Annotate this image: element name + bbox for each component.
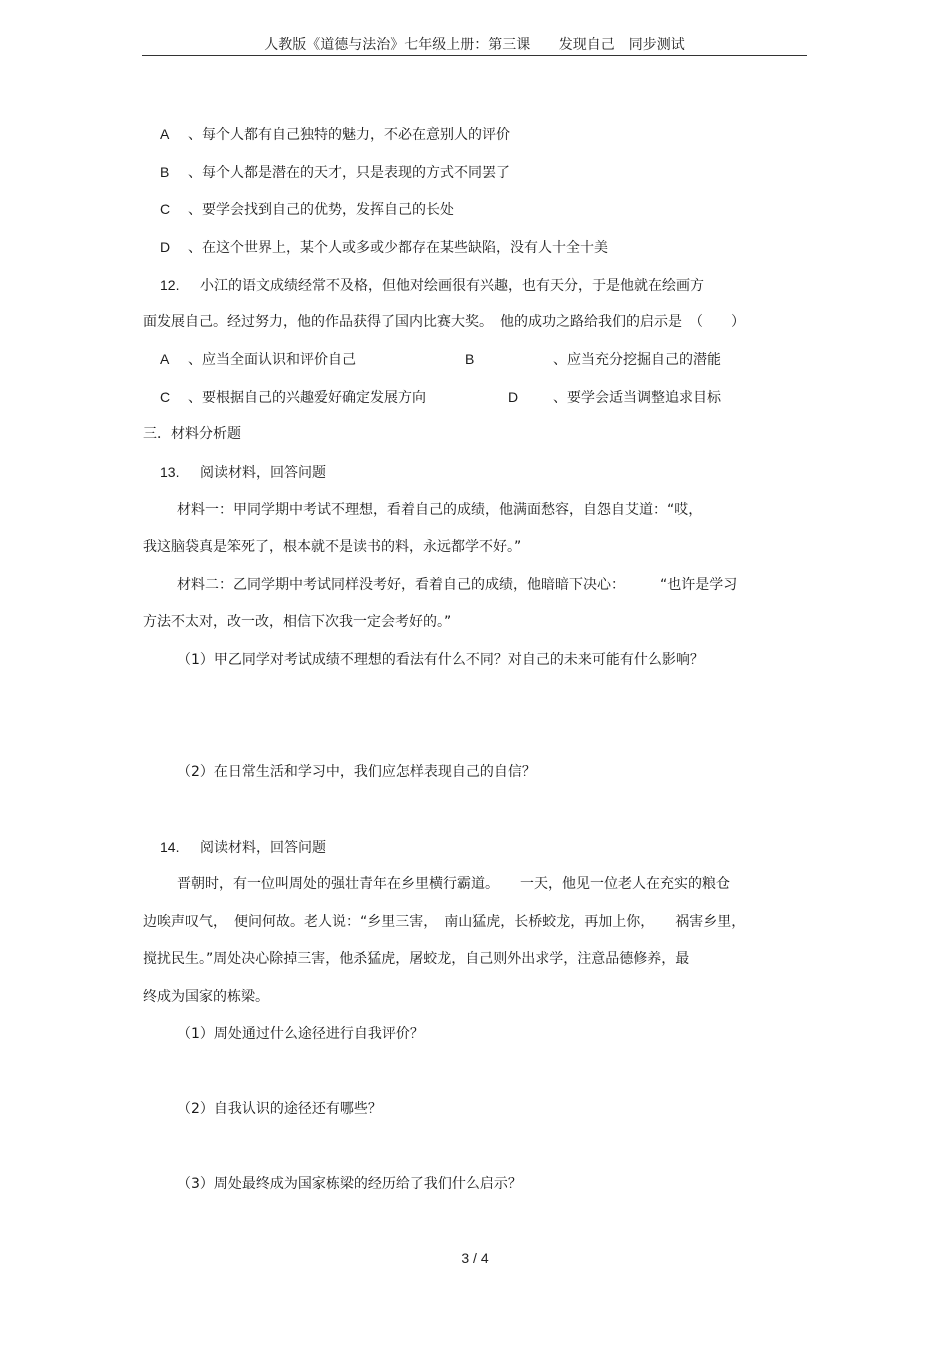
q14-sub-question-3: （3）周处最终成为国家栋梁的经历给了我们什么启示？ [177, 1176, 522, 1192]
header-test-title: 发现自己 同步测试 [558, 37, 685, 53]
q12-stem-line1: 12. 小江的语文成绩经常不及格，但他对绘画很有兴趣，也有天分，于是他就在绘画方 [160, 277, 704, 294]
header-course-title: 人教版《道德与法治》七年级上册：第三课 [264, 37, 531, 53]
q11-option-c: C 、要学会找到自己的优势，发挥自己的长处 [160, 201, 454, 218]
q13-sub-question-1: （1）甲乙同学对考试成绩不理想的看法有什么不同？对自己的未来可能有什么影响？ [177, 652, 704, 668]
page-number: 3 / 4 [461, 1250, 489, 1266]
q13-material1-line2: 我这脑袋真是笨死了，根本就不是读书的料，永远都学不好。” [143, 539, 522, 555]
q13-title: 13. 阅读材料，回答问题 [160, 464, 326, 481]
section-title: 三．材料分析题 [143, 426, 241, 442]
q14-passage-line3: 搅扰民生。”周处决心除掉三害，他杀猛虎，屠蛟龙，自己则外出求学，注意品德修养，最 [143, 951, 690, 967]
q11-option-a: A 、每个人都有自己独特的魅力，不必在意别人的评价 [160, 126, 510, 143]
q14-passage-line2: 边唉声叹气， 便问何故。老人说：“乡里三害， 南山猛虎，长桥蛟龙，再加上你， 祸害乡里， [143, 914, 746, 930]
q14-sub-question-1: （1）周处通过什么途径进行自我评价？ [177, 1026, 424, 1042]
q12-option-b: B 、应当充分挖掘自己的潜能 [465, 351, 721, 368]
q13-material2-line2: 方法不太对，改一改，相信下次我一定会考好的。” [143, 614, 452, 630]
q14-passage-line4: 终成为国家的栋梁。 [143, 989, 269, 1005]
q11-option-b: B 、每个人都是潜在的天才，只是表现的方式不同罢了 [160, 164, 510, 181]
q12-option-a: A 、应当全面认识和评价自己 [160, 351, 356, 368]
q14-number: 14. [160, 839, 180, 855]
q14-title: 14. 阅读材料，回答问题 [160, 839, 326, 856]
q14-passage-line1: 晋朝时，有一位叫周处的强壮青年在乡里横行霸道。 一天，他见一位老人在充实的粮仓 [177, 876, 730, 892]
q12-number: 12. [160, 277, 180, 293]
q12-option-d: D 、要学会适当调整追求目标 [508, 389, 721, 406]
q12-option-c: C 、要根据自己的兴趣爱好确定发展方向 [160, 389, 426, 406]
q13-material1-line1: 材料一：甲同学期中考试不理想，看着自己的成绩，他满面愁容，自怨自艾道：“哎， [177, 502, 703, 518]
q13-number: 13. [160, 464, 180, 480]
q13-material2-line1: 材料二：乙同学期中考试同样没考好，看着自己的成绩，他暗暗下决心： “也许是学习 [177, 577, 738, 593]
q14-sub-question-2: （2）自我认识的途径还有哪些？ [177, 1101, 382, 1117]
q12-stem-line2: 面发展自己。经过努力，他的作品获得了国内比赛大奖。 他的成功之路给我们的启示是 （ ） [143, 314, 745, 330]
page-header [142, 34, 807, 56]
q13-sub-question-2: （2）在日常生活和学习中，我们应怎样表现自己的自信？ [177, 764, 536, 780]
q11-option-d: D 、在这个世界上，某个人或多或少都存在某些缺陷，没有人十全十美 [160, 239, 608, 256]
